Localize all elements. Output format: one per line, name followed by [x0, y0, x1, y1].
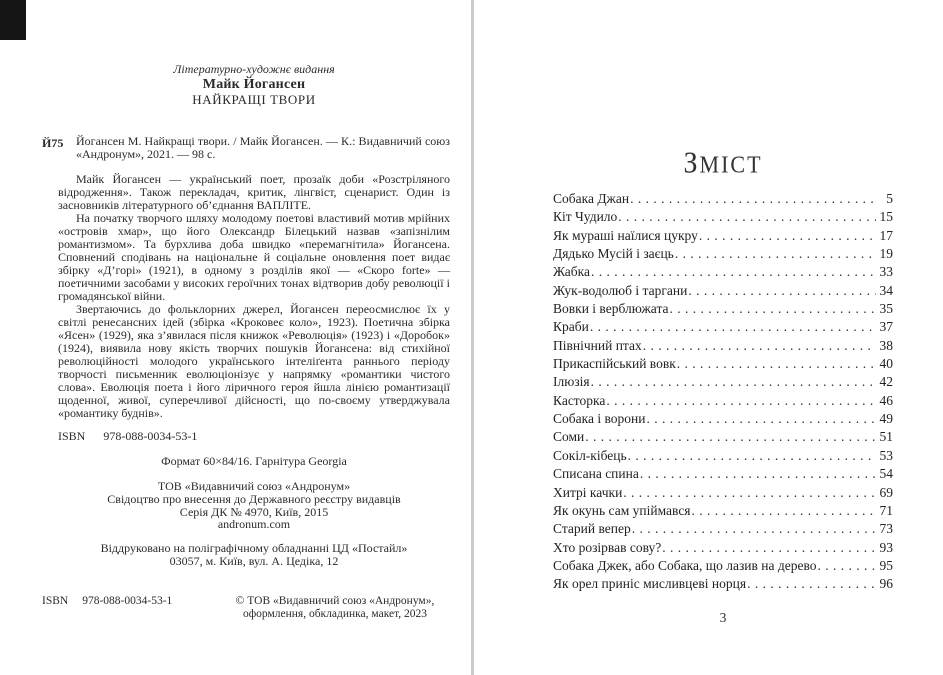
- toc-entry-page: 38: [879, 337, 893, 353]
- toc-entry-page: 5: [886, 191, 893, 206]
- isbn-label: ISBN: [58, 429, 86, 443]
- toc-leader-dots: [632, 521, 876, 537]
- toc-entry[interactable]: [553, 503, 893, 521]
- toc-heading: ЗМІСТ: [683, 146, 763, 181]
- toc-entry-title: Собака і ворони: [553, 411, 646, 427]
- publisher-line: ТОВ «Видавничий союз «Андронум»: [157, 479, 351, 493]
- toc-entry-page: 53: [879, 447, 893, 463]
- catalog-entry: Йогансен М. Найкращі твори. / Майк Йогансен. — К.: Видавничий союз «Андронум», 2021. — 98 с.: [76, 134, 450, 161]
- toc-leader-dots: [662, 540, 876, 556]
- toc-entry-page: 17: [879, 227, 893, 243]
- toc-leader-dots: [590, 319, 876, 335]
- toc-entry-page: 54: [879, 466, 893, 482]
- toc-entry-title: Хто розірвав сову?: [553, 539, 662, 555]
- right-page-contents: [553, 148, 893, 626]
- toc-entry[interactable]: [553, 393, 893, 411]
- toc-leader-dots: [675, 246, 876, 262]
- copyright-line: © ТОВ «Видавничий союз «Андронум»,: [235, 594, 435, 607]
- isbn-number: 978-088-0034-53-1: [103, 429, 198, 443]
- publisher-website[interactable]: andronum.com: [217, 517, 291, 532]
- toc-leader-dots: [643, 338, 876, 354]
- toc-leader-dots: [747, 576, 876, 592]
- toc-leader-dots: [677, 356, 876, 372]
- left-page-imprint: [42, 62, 450, 620]
- toc-entry-page: 37: [879, 319, 893, 335]
- toc-entry[interactable]: [553, 356, 893, 374]
- toc-entry-title: Сокіл-кібець: [553, 447, 627, 463]
- toc-leader-dots: [646, 411, 876, 427]
- table-of-contents: [553, 191, 893, 595]
- toc-entry-title: Хитрі качки: [553, 484, 623, 500]
- toc-leader-dots: [630, 191, 876, 207]
- imprint-footer: [42, 595, 450, 621]
- toc-entry-title: Краби: [553, 319, 589, 335]
- toc-entry-title: Собака Джан: [553, 191, 630, 206]
- toc-entry-title: Прикаспійський вовк: [553, 356, 676, 372]
- toc-entry[interactable]: [553, 191, 893, 209]
- toc-leader-dots: [623, 485, 876, 501]
- toc-entry-title: Старий вепер: [553, 521, 631, 537]
- book-title: НАЙКРАЩІ ТВОРИ: [192, 92, 316, 107]
- toc-entry-title: Касторка: [553, 392, 606, 408]
- toc-leader-dots: [640, 466, 876, 482]
- toc-entry[interactable]: [553, 521, 893, 539]
- toc-entry[interactable]: [553, 576, 893, 594]
- toc-leader-dots: [817, 558, 876, 574]
- page-divider: [471, 0, 474, 675]
- toc-leader-dots: [591, 264, 876, 280]
- toc-entry[interactable]: [553, 283, 893, 301]
- toc-entry[interactable]: [553, 338, 893, 356]
- toc-entry[interactable]: [553, 540, 893, 558]
- toc-entry[interactable]: [553, 485, 893, 503]
- annotation-paragraph: На початку творчого шляху молодому поетові властивий мотив мрійних «островів хмар», що його Олександр Білецький назвав «запізнілим романтизмом». Та бурхлива доба швидко «перемагнітила» Йогансена. Сповнений сподівань на національне й соціальне оновлення поет видає збірку «Д’горі» (1921), в одному з розділів якої — «Скоро forte» — поетичними засобами у високих героїчних тонах відтворив добу революції і громадянської війни.: [58, 211, 450, 303]
- toc-leader-dots: [585, 429, 876, 445]
- toc-entry-page: 46: [879, 392, 893, 408]
- author-name: Майк Йогансен: [202, 77, 306, 92]
- toc-entry-page: 49: [879, 411, 893, 427]
- toc-leader-dots: [628, 448, 876, 464]
- toc-entry-title: Списана спина: [553, 466, 639, 482]
- toc-entry-title: Як окунь сам упіймався: [553, 502, 691, 518]
- toc-leader-dots: [618, 209, 876, 225]
- toc-leader-dots: [670, 301, 877, 317]
- toc-entry-page: 51: [879, 429, 893, 445]
- toc-entry-page: 15: [879, 209, 893, 225]
- toc-entry-page: 69: [879, 484, 893, 500]
- toc-entry[interactable]: [553, 228, 893, 246]
- catalog-card: [42, 135, 450, 161]
- toc-entry-title: Кіт Чудило: [553, 209, 618, 225]
- toc-entry[interactable]: [553, 429, 893, 447]
- scan-corner-artifact: [0, 0, 26, 40]
- toc-entry-page: 40: [879, 356, 893, 372]
- print-block: [58, 542, 450, 568]
- copyright-block: [220, 595, 450, 621]
- catalog-code: Й75: [42, 136, 64, 150]
- toc-entry-page: 42: [879, 374, 893, 390]
- annotation-paragraph: Звертаючись до фольклорних джерел, Йогансен переосмислює їх у світлі ренесансних ідей (збірка «Кроковеє коло», 1923). Поетична збірка «Ясен» (1929), яка з’явилася після книжок «Революція» (1923) і «Доробок» (1924), виявила нову якість творчих пошуків Йогансена: від стихійної революційності молодого українського інтеліґента раннього періоду творчості письменник еволюціонізує у напрямку «романтики чистого слова». Еволюція поета і його ліричного героя йшла лінією романтизації щоденної, живої, суперечливої дійсності, що по-своєму утверджувала «романтику буднів».: [58, 302, 450, 420]
- toc-entry[interactable]: [553, 209, 893, 227]
- toc-entry-title: Жук-водолюб і таргани: [553, 282, 688, 298]
- annotation-paragraph: Майк Йогансен — український поет, прозаїк доби «Розстріляного відродження». Також перекладач, критик, лінгвіст, сценарист. Один із засновників літературного об’єднання ВАПЛІТЕ.: [58, 172, 450, 212]
- toc-entry-title: Як орел приніс мисливцеві норця: [553, 576, 747, 592]
- toc-entry-title: Вовки і верблюжата: [553, 301, 669, 317]
- footer-isbn-number: 978-088-0034-53-1: [82, 594, 173, 607]
- toc-entry-page: 96: [879, 576, 893, 592]
- toc-entry-page: 33: [879, 264, 893, 280]
- publisher-line: Свідоцтво про внесення до Державного реєстру видавців: [107, 491, 401, 506]
- toc-entry[interactable]: [553, 558, 893, 576]
- print-line: Віддруковано на поліграфічному обладнанні ЦД «Постайл»: [100, 541, 408, 556]
- toc-entry-page: 35: [879, 301, 893, 317]
- page-number: 3: [719, 609, 727, 625]
- toc-entry-title: Соми: [553, 429, 585, 445]
- toc-leader-dots: [591, 374, 876, 390]
- format-line: Формат 60×84/16. Гарнітура Georgia: [161, 454, 347, 468]
- toc-entry-title: Собака Джек, або Собака, що лазив на дерево: [553, 557, 817, 573]
- toc-entry-title: Ілюзія: [553, 374, 590, 390]
- toc-entry[interactable]: [553, 411, 893, 429]
- toc-entry-page: 73: [879, 521, 893, 537]
- toc-entry[interactable]: [553, 466, 893, 484]
- toc-leader-dots: [692, 503, 876, 519]
- toc-entry[interactable]: [553, 246, 893, 264]
- toc-entry-page: 34: [879, 282, 893, 298]
- copyright-line: оформлення, обкладинка, макет, 2023: [242, 607, 428, 620]
- publisher-line: Серія ДК № 4970, Київ, 2015: [179, 504, 329, 519]
- toc-entry[interactable]: [553, 374, 893, 392]
- footer-isbn-line: [42, 595, 220, 607]
- toc-entry-title: Жабка: [553, 264, 590, 280]
- publisher-block: [58, 480, 450, 531]
- annotation-block: [58, 173, 450, 420]
- front-heading-block: [58, 62, 450, 107]
- toc-entry-page: 95: [879, 557, 893, 573]
- toc-entry[interactable]: [553, 319, 893, 337]
- toc-leader-dots: [606, 393, 876, 409]
- toc-entry-title: Дядько Мусій і заєць: [553, 246, 674, 262]
- toc-entry-title: Як мураші наїлися цукру: [553, 227, 698, 243]
- toc-leader-dots: [688, 283, 876, 299]
- toc-entry[interactable]: [553, 264, 893, 282]
- edition-note: Літературно-художнє видання: [173, 62, 335, 76]
- toc-entry[interactable]: [553, 301, 893, 319]
- toc-entry-page: 71: [879, 502, 893, 518]
- footer-isbn-label: ISBN: [42, 594, 69, 607]
- toc-leader-dots: [699, 228, 876, 244]
- toc-entry[interactable]: [553, 448, 893, 466]
- toc-entry-title: Північний птах: [553, 337, 642, 353]
- toc-entry-page: 93: [879, 539, 893, 555]
- isbn-line: [58, 429, 450, 444]
- toc-entry-page: 19: [879, 246, 893, 262]
- print-line: 03057, м. Київ, вул. А. Цедіка, 12: [169, 553, 339, 568]
